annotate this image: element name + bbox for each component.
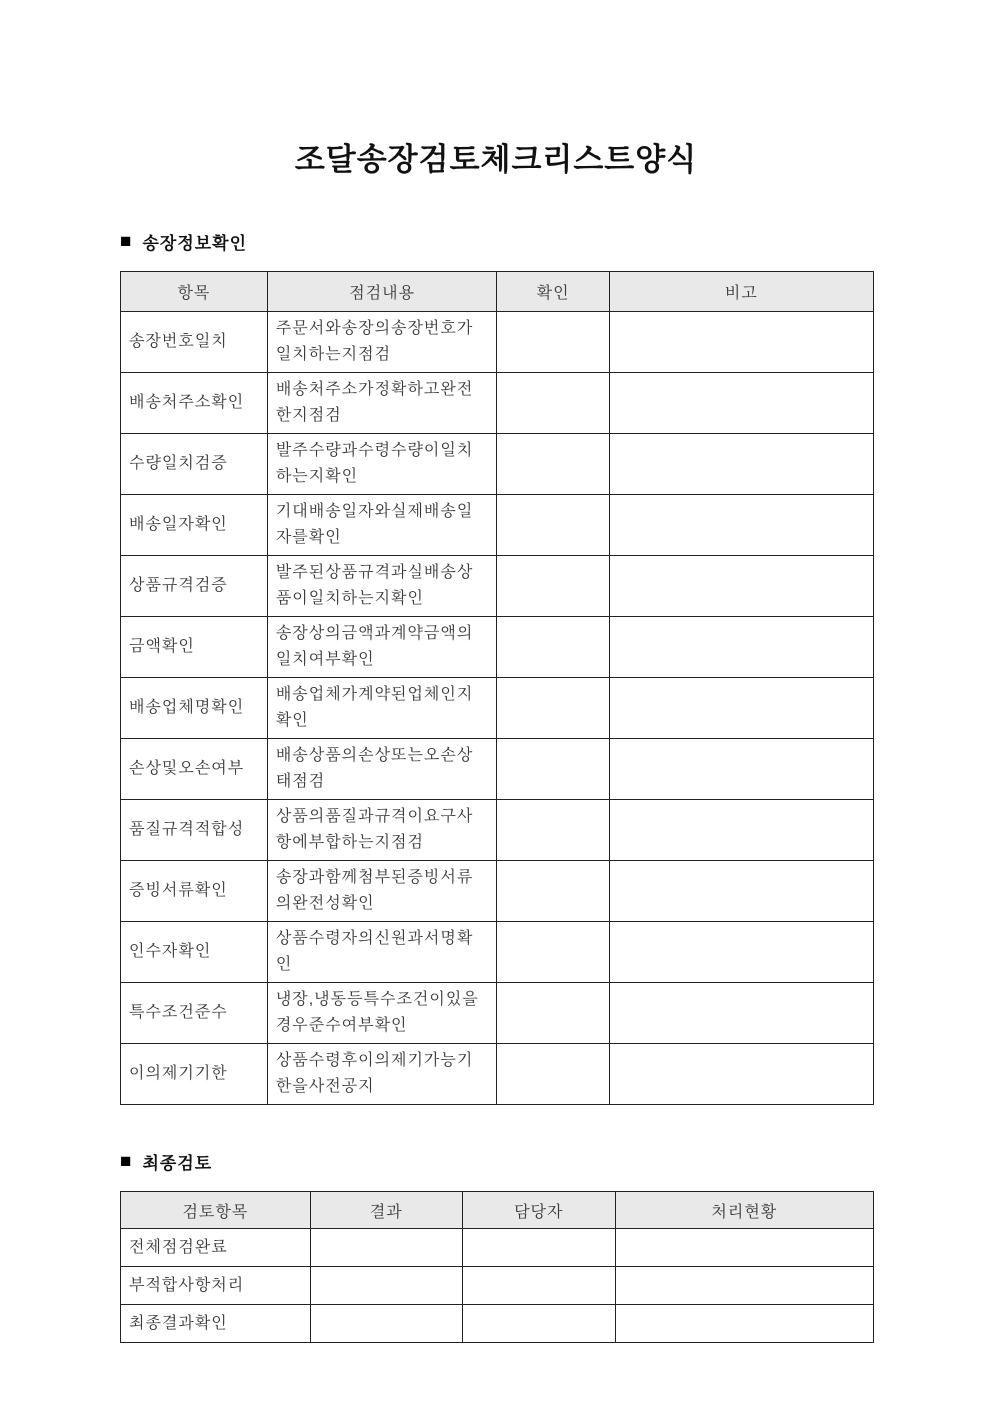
col-header-result: 결과 (310, 1192, 462, 1229)
cell-note (609, 373, 873, 434)
cell-check-content: 주문서와송장의송장번호가일치하는지점검 (267, 312, 497, 373)
cell-confirm (497, 800, 609, 861)
table-row (121, 800, 874, 861)
cell-item: 배송처주소확인 (121, 373, 268, 434)
table-row (121, 739, 874, 800)
table-row (121, 1305, 874, 1343)
cell-status (615, 1267, 873, 1305)
cell-status (615, 1305, 873, 1343)
col-header-check-content: 점검내용 (267, 272, 497, 312)
table-row (121, 1229, 874, 1267)
cell-confirm (497, 739, 609, 800)
col-header-confirm: 확인 (497, 272, 609, 312)
table-row (121, 556, 874, 617)
cell-item: 배송일자확인 (121, 495, 268, 556)
cell-check-content: 발주수량과수령수량이일치하는지확인 (267, 434, 497, 495)
cell-note (609, 434, 873, 495)
table-row (121, 312, 874, 373)
cell-review-item: 부적합사항처리 (121, 1267, 311, 1305)
cell-item: 상품규격검증 (121, 556, 268, 617)
document-content (120, 229, 874, 1343)
cell-confirm (497, 373, 609, 434)
cell-note (609, 678, 873, 739)
cell-note (609, 739, 873, 800)
cell-note (609, 312, 873, 373)
final-review-header-row (121, 1192, 874, 1229)
cell-confirm (497, 922, 609, 983)
cell-confirm (497, 861, 609, 922)
cell-note (609, 800, 873, 861)
cell-manager (462, 1305, 615, 1343)
table-row (121, 1044, 874, 1105)
cell-item: 손상및오손여부 (121, 739, 268, 800)
cell-confirm (497, 678, 609, 739)
cell-item: 송장번호일치 (121, 312, 268, 373)
invoice-info-table (120, 271, 874, 1105)
col-header-note: 비고 (609, 272, 873, 312)
cell-note (609, 617, 873, 678)
cell-confirm (497, 556, 609, 617)
table-row (121, 983, 874, 1044)
table-row (121, 495, 874, 556)
section-heading-invoice-info (120, 229, 874, 254)
table-row (121, 1267, 874, 1305)
cell-item: 특수조건준수 (121, 983, 268, 1044)
cell-check-content: 송장과함께첨부된증빙서류의완전성확인 (267, 861, 497, 922)
table-row (121, 373, 874, 434)
cell-check-content: 배송업체가계약된업체인지확인 (267, 678, 497, 739)
square-bullet-icon: ■ (120, 231, 133, 252)
table-row (121, 678, 874, 739)
cell-result (310, 1267, 462, 1305)
cell-check-content: 송장상의금액과계약금액의일치여부확인 (267, 617, 497, 678)
table-row (121, 434, 874, 495)
cell-confirm (497, 617, 609, 678)
cell-item: 이의제기기한 (121, 1044, 268, 1105)
cell-result (310, 1305, 462, 1343)
col-header-status: 처리현황 (615, 1192, 873, 1229)
col-header-review-item: 검토항목 (121, 1192, 311, 1229)
table-row (121, 617, 874, 678)
final-review-table (120, 1191, 874, 1343)
cell-check-content: 발주된상품규격과실배송상품이일치하는지확인 (267, 556, 497, 617)
cell-confirm (497, 1044, 609, 1105)
invoice-info-table-body (121, 312, 874, 1105)
col-header-item: 항목 (121, 272, 268, 312)
cell-item: 품질규격적합성 (121, 800, 268, 861)
section-title-invoice-info: 송장정보확인 (142, 234, 248, 253)
cell-check-content: 배송상품의손상또는오손상태점검 (267, 739, 497, 800)
cell-note (609, 983, 873, 1044)
document-title: 조달송장검토체크리스트양식 (294, 142, 698, 177)
cell-item: 금액확인 (121, 617, 268, 678)
cell-item: 인수자확인 (121, 922, 268, 983)
section-title-final-review: 최종검토 (142, 1154, 213, 1173)
cell-note (609, 495, 873, 556)
cell-confirm (497, 312, 609, 373)
invoice-info-header-row (121, 272, 874, 312)
cell-item: 배송업체명확인 (121, 678, 268, 739)
cell-confirm (497, 495, 609, 556)
cell-review-item: 최종결과확인 (121, 1305, 311, 1343)
square-bullet-icon: ■ (120, 1151, 133, 1172)
cell-confirm (497, 434, 609, 495)
final-review-table-body (121, 1229, 874, 1343)
section-heading-final-review (120, 1149, 874, 1174)
cell-note (609, 1044, 873, 1105)
cell-check-content: 상품수령후이의제기가능기한을사전공지 (267, 1044, 497, 1105)
table-row (121, 861, 874, 922)
cell-item: 수량일치검증 (121, 434, 268, 495)
cell-check-content: 상품의품질과규격이요구사항에부합하는지점검 (267, 800, 497, 861)
cell-review-item: 전체점검완료 (121, 1229, 311, 1267)
cell-check-content: 냉장,냉동등특수조건이있을경우준수여부확인 (267, 983, 497, 1044)
cell-manager (462, 1229, 615, 1267)
cell-status (615, 1229, 873, 1267)
cell-check-content: 기대배송일자와실제배송일자를확인 (267, 495, 497, 556)
cell-note (609, 861, 873, 922)
cell-manager (462, 1267, 615, 1305)
cell-confirm (497, 983, 609, 1044)
cell-note (609, 922, 873, 983)
cell-item: 증빙서류확인 (121, 861, 268, 922)
cell-note (609, 556, 873, 617)
col-header-manager: 담당자 (462, 1192, 615, 1229)
cell-result (310, 1229, 462, 1267)
cell-check-content: 배송처주소가정확하고완전한지점검 (267, 373, 497, 434)
cell-check-content: 상품수령자의신원과서명확인 (267, 922, 497, 983)
table-row (121, 922, 874, 983)
